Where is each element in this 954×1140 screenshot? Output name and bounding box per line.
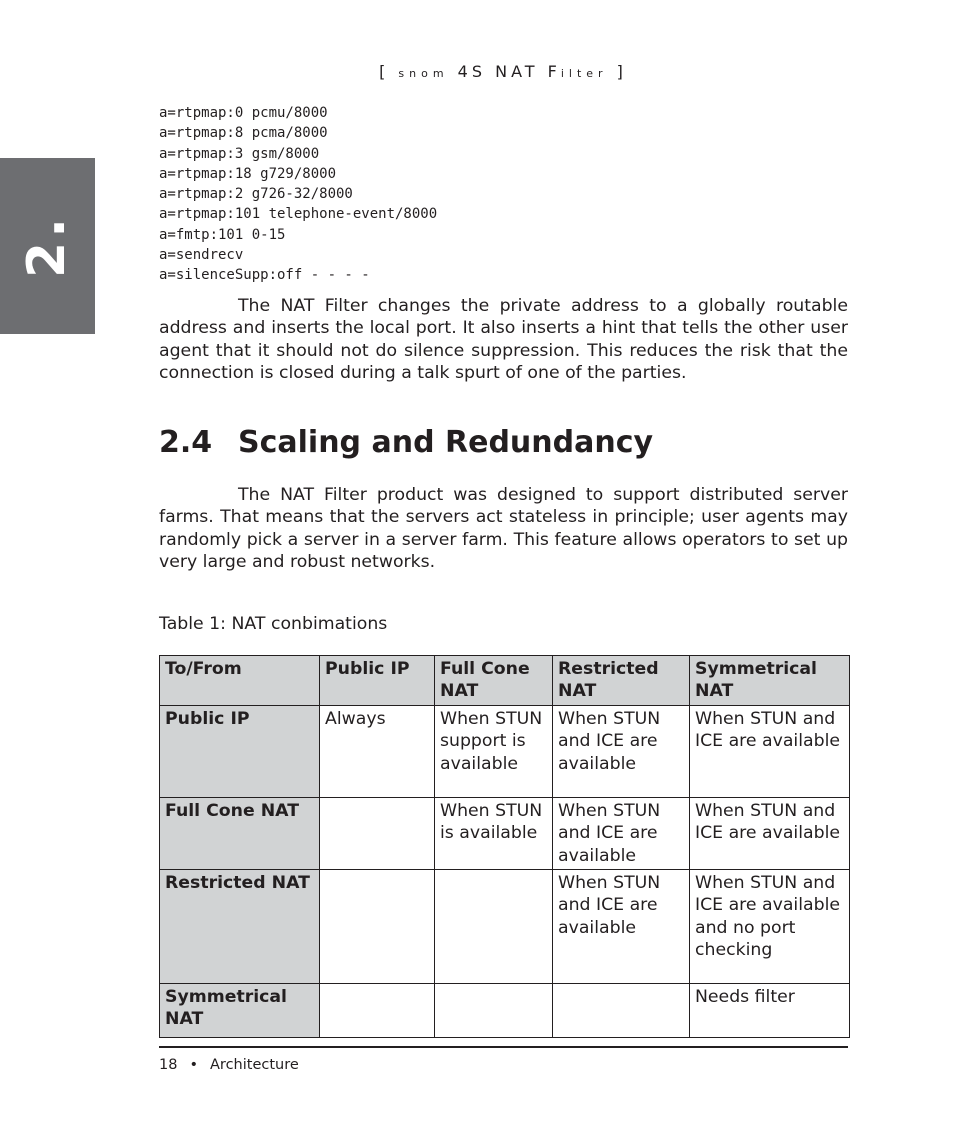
footer-chapter-name: Architecture [210,1057,299,1073]
code-line: a=rtpmap:2 g726-32/8000 [159,186,353,203]
table-header-cell: Symmetrical NAT [690,656,850,706]
table-caption: Table 1: NAT conbimations [159,614,388,634]
table-cell [320,797,435,869]
code-line: a=rtpmap:18 g729/8000 [159,165,337,182]
table-row-label: Restricted NAT [160,870,320,984]
section-title: Scaling and Redundancy [238,425,654,460]
table-cell: When STUN and ICE are available [553,705,690,797]
code-line: a=rtpmap:101 telephone-event/8000 [159,206,438,223]
page-footer [159,1056,299,1074]
table-cell [320,870,435,984]
table-row [160,705,850,797]
code-line: a=rtpmap:3 gsm/8000 [159,145,320,162]
table-cell [320,984,435,1038]
code-line: a=rtpmap:0 pcmu/8000 [159,105,328,121]
page-number: 18 [159,1057,178,1073]
table-row-label: Full Cone NAT [160,797,320,869]
table-cell: When STUN and ICE are available [690,705,850,797]
table-cell: When STUN and ICE are available [690,797,850,869]
code-line: a=silenceSupp:off - - - - [159,267,370,284]
header-close-bracket: ] [616,62,627,81]
header-product: 4S NAT [457,62,539,81]
section-heading [159,423,653,463]
section-number: 2.4 [159,425,213,460]
table-row-label: Symmetrical NAT [160,984,320,1038]
table-header-cell: Public IP [320,656,435,706]
table-cell: When STUN support is available [435,705,553,797]
header-filter-initial: F [547,62,561,81]
nat-combinations-table [159,655,850,1038]
table-header-cell: Restricted NAT [553,656,690,706]
body-paragraph-nat-filter: The NAT Filter changes the private address to a globally routable address and inserts the local port. It also inserts a hint that tells the other user agent that it should not do silence suppression. This reduces the risk that the connection is closed during a talk spurt of one of the parties. [159,296,848,384]
chapter-tab-label: 2. [17,214,77,278]
code-line: a=fmtp:101 0-15 [159,226,286,243]
header-brand: snom [398,67,449,80]
footer-bullet: • [189,1057,199,1073]
code-line: a=sendrecv [159,247,244,264]
code-line: a=rtpmap:8 pcma/8000 [159,125,328,142]
table-row-label: Public IP [160,705,320,797]
table-header-row [160,656,850,706]
sdp-code-block [159,103,437,286]
running-header [0,62,954,81]
header-filter-rest: ilter [560,67,608,80]
table-row [160,870,850,984]
header-open-bracket: [ [379,62,390,81]
chapter-tab [0,158,95,334]
table-row [160,984,850,1038]
table-row [160,797,850,869]
table-cell: When STUN and ICE are available [553,870,690,984]
table-cell [435,870,553,984]
table-cell [553,984,690,1038]
table-header-cell: To/From [160,656,320,706]
body-paragraph-scaling: The NAT Filter product was designed to support distributed server farms. That means that the servers act stateless in principle; user agents may randomly pick a server in a server farm. This feature allows operators to set up very large and robust networks. [159,485,848,573]
table-header-cell: Full Cone NAT [435,656,553,706]
table-cell: When STUN and ICE are available and no port checking [690,870,850,984]
table-cell [435,984,553,1038]
table-cell: When STUN and ICE are available [553,797,690,869]
table-cell: Always [320,705,435,797]
table-cell: Needs filter [690,984,850,1038]
footer-rule [159,1046,848,1048]
table-cell: When STUN is available [435,797,553,869]
